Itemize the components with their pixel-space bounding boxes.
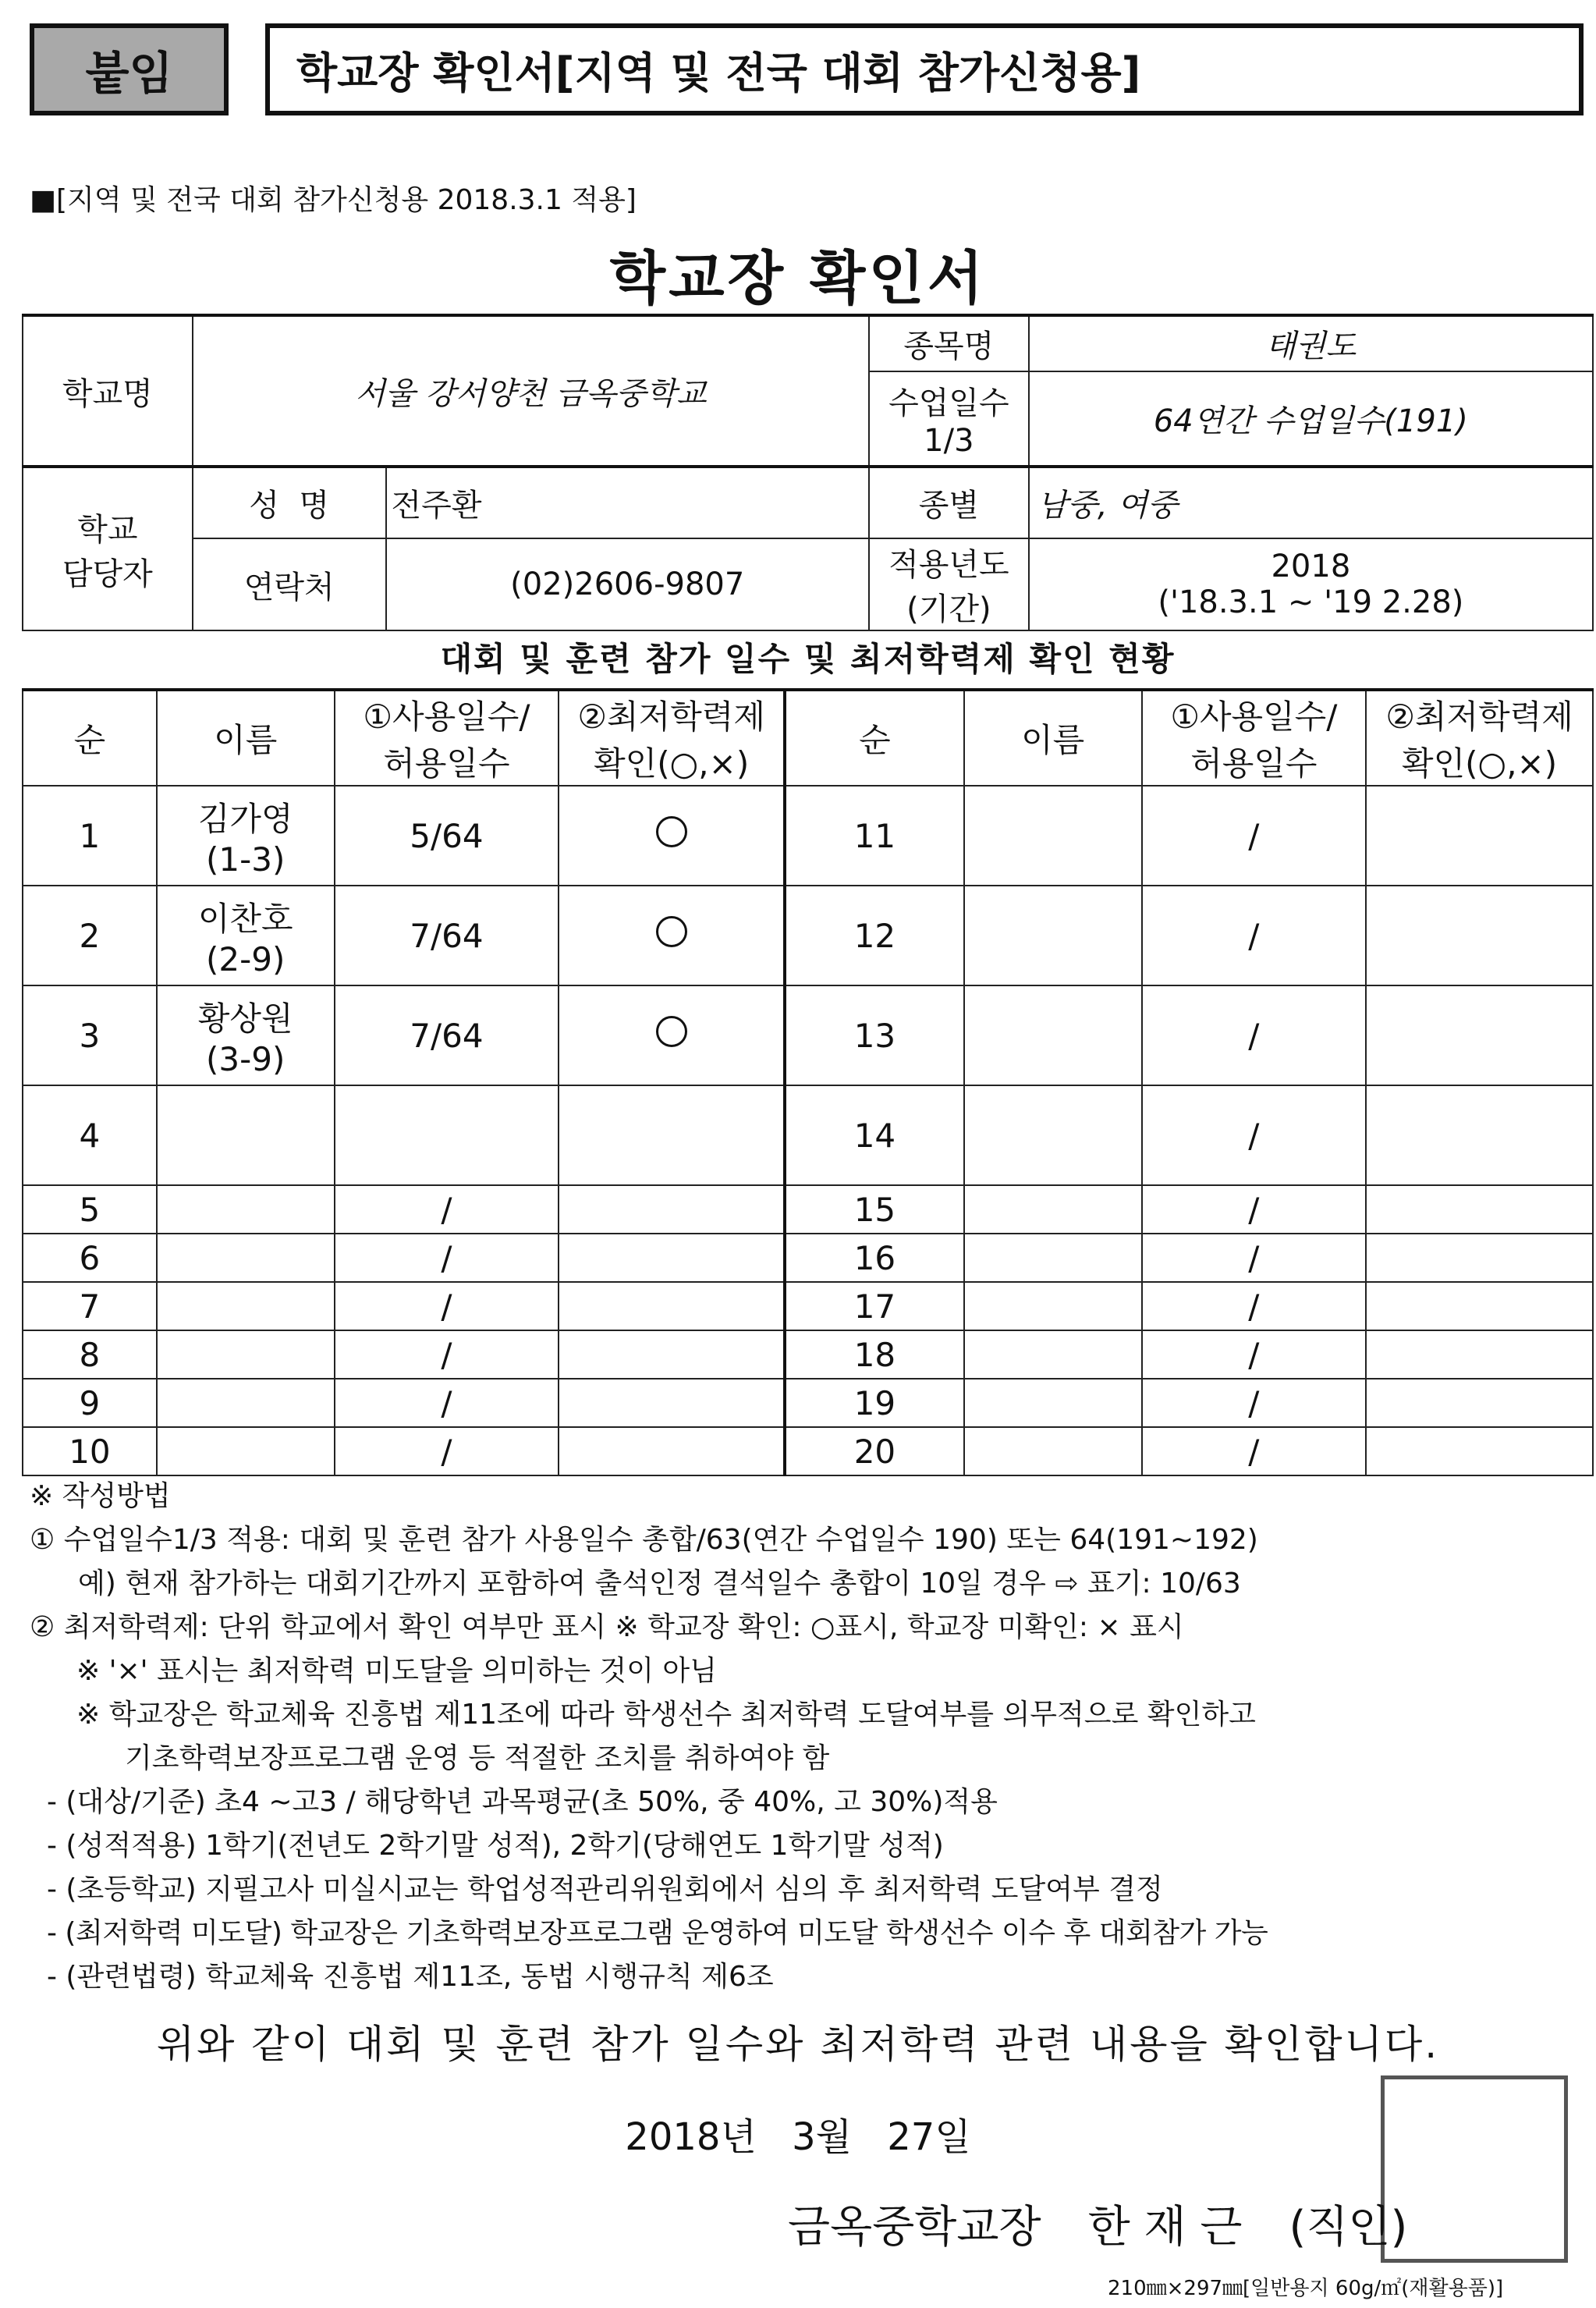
row-check (559, 985, 785, 1085)
row-name (157, 886, 335, 985)
row-name (157, 786, 335, 886)
table-row (23, 786, 1593, 886)
row-check-right (1366, 985, 1593, 1085)
row-name-right (964, 1282, 1142, 1330)
detail-1: - (대상/기준) 초4 ~고3 / 해당학년 과목평균(초 50%, 중 40%, 고 30%)적용 (47, 1786, 998, 1818)
row-days-right: / (1142, 1185, 1367, 1234)
section-title: 대회 및 훈련 참가 일수 및 최저학력제 확인 현황 (440, 640, 1176, 678)
row-name-right (964, 1330, 1142, 1379)
row-check (559, 1085, 785, 1185)
row-no: 4 (23, 1085, 157, 1185)
row-no-right: 19 (785, 1379, 964, 1427)
row-no-right: 17 (785, 1282, 964, 1330)
row-days-right: / (1142, 1427, 1367, 1475)
row-name-line2: (1-3) (206, 840, 286, 879)
col-no-right: 순 (785, 690, 964, 786)
year-label (869, 538, 1029, 630)
row-no-right: 16 (785, 1234, 964, 1282)
table-header-row (23, 690, 1593, 786)
row-days: / (335, 1185, 559, 1234)
instructions (30, 1475, 1582, 1999)
row-no-right: 20 (785, 1427, 964, 1475)
table-row (23, 985, 1593, 1085)
event-value: 태권도 (1029, 315, 1593, 371)
contact-value: (02)2606-9807 (386, 538, 869, 630)
days-value: 64연간 수업일수(191) (1029, 371, 1593, 467)
row-no: 6 (23, 1234, 157, 1282)
col-days (335, 690, 559, 786)
event-label: 종목명 (869, 315, 1029, 371)
school-value: 서울 강서양천 금옥중학교 (193, 315, 869, 467)
table-row (23, 1330, 1593, 1379)
row-check-right (1366, 1234, 1593, 1282)
detail-5: - (관련법령) 학교체육 진흥법 제11조, 동법 시행규칙 제6조 (47, 1961, 774, 1993)
col-name: 이름 (157, 690, 335, 786)
col-no: 순 (23, 690, 157, 786)
form-subheading: ■[지역 및 전국 대회 참가신청용 2018.3.1 적용] (30, 184, 637, 216)
row-name-line2: (2-9) (206, 939, 286, 978)
row-no-right: 11 (785, 786, 964, 886)
col-days-right (1142, 690, 1367, 786)
row-check-right (1366, 1085, 1593, 1185)
row-days: / (335, 1282, 559, 1330)
row-name (157, 1427, 335, 1475)
row-check (559, 886, 785, 985)
row-check (559, 1185, 785, 1234)
row-check-right (1366, 1282, 1593, 1330)
detail-3: - (초등학교) 지필고사 미실시교는 학업성적관리위원회에서 심의 후 최저학력 도달여부 결정 (47, 1873, 1163, 1905)
issue-date: 2018년 3월 27일 (625, 2115, 971, 2159)
year-value-line2: ('18.3.1 ~ '19 2.28) (1158, 584, 1464, 620)
check-circle-mark (656, 916, 687, 947)
row-name (157, 1234, 335, 1282)
contact-label: 연락처 (193, 538, 386, 630)
detail-4: - (최저학력 미도달) 학교장은 기초학력보장프로그램 운영하여 미도달 학생선수 이수 후 대회참가 가능 (47, 1917, 1268, 1949)
row-no: 8 (23, 1330, 157, 1379)
header-title: 학교장 확인서[지역 및 전국 대회 참가신청용] (265, 23, 1584, 115)
row-no-right: 18 (785, 1330, 964, 1379)
notes-heading: ※ 작성방법 (30, 1480, 171, 1512)
row-days-right: / (1142, 985, 1367, 1085)
row-days-right: / (1142, 1085, 1367, 1185)
note-1b: 예) 현재 참가하는 대회기간까지 포함하여 출석인정 결석일수 총합이 10일 경우 ⇨ 표기: 10/63 (78, 1568, 1241, 1600)
col-min-line2: 확인(○,×) (594, 744, 750, 783)
row-days-right: / (1142, 1379, 1367, 1427)
attachment-badge: 붙임 (30, 23, 229, 115)
official-seal-stamp (1381, 2075, 1568, 2263)
info-table (22, 314, 1594, 631)
row-check-right (1366, 1185, 1593, 1234)
table-row (23, 1379, 1593, 1427)
col-days-line1: ①사용일수/ (363, 698, 530, 736)
row-name-right (964, 786, 1142, 886)
col-min-line1: ②최저학력제 (577, 698, 765, 736)
year-label-line1: 적용년도 (888, 547, 1009, 583)
year-label-line2: (기간) (906, 591, 991, 627)
col-min (559, 690, 785, 786)
row-no: 1 (23, 786, 157, 886)
row-name (157, 1330, 335, 1379)
row-days: 5/64 (335, 786, 559, 886)
manager-label-line2: 담당자 (62, 556, 153, 592)
row-name-right (964, 1185, 1142, 1234)
row-check (559, 1427, 785, 1475)
check-circle-mark (656, 1016, 687, 1047)
row-name (157, 1185, 335, 1234)
table-row (23, 1282, 1593, 1330)
row-no-right: 13 (785, 985, 964, 1085)
row-check (559, 1282, 785, 1330)
name-value: 전주환 (386, 467, 869, 538)
row-name-right (964, 1234, 1142, 1282)
col-name-right: 이름 (964, 690, 1142, 786)
col-days-right-line1: ①사용일수/ (1170, 698, 1338, 736)
row-days-right: / (1142, 1234, 1367, 1282)
school-label: 학교명 (23, 315, 193, 467)
row-check-right (1366, 1379, 1593, 1427)
note-2: ② 최저학력제: 단위 학교에서 확인 여부만 표시 ※ 학교장 확인: ○표시, 학교장 미확인: × 표시 (30, 1611, 1184, 1643)
name-label: 성 명 (193, 467, 386, 538)
row-days-right: / (1142, 1282, 1367, 1330)
principal-title: 금옥중학교장 (788, 2202, 1041, 2253)
row-days: 7/64 (335, 886, 559, 985)
row-name (157, 1085, 335, 1185)
row-check (559, 1379, 785, 1427)
row-name-line1: 황상원 (197, 999, 293, 1038)
row-check-right (1366, 786, 1593, 886)
row-no-right: 14 (785, 1085, 964, 1185)
row-name-right (964, 886, 1142, 985)
row-days: / (335, 1427, 559, 1475)
principal-signature (788, 2193, 1407, 2255)
row-name-right (964, 985, 1142, 1085)
days-label-line1: 수업일수 (888, 385, 1009, 421)
paper-spec: 210㎜×297㎜[일반용지 60g/㎡(재활용품)] (1108, 2277, 1504, 2300)
row-days: / (335, 1330, 559, 1379)
note-4b: 기초학력보장프로그램 운영 등 적절한 조치를 취하여야 함 (125, 1742, 830, 1774)
row-days (335, 1085, 559, 1185)
row-days-right: / (1142, 1330, 1367, 1379)
row-days: 7/64 (335, 985, 559, 1085)
row-check-right (1366, 1427, 1593, 1475)
row-name-line1: 이찬호 (197, 899, 293, 938)
seal-mark: (직인) (1289, 2202, 1408, 2253)
row-name-line1: 김가영 (197, 799, 293, 838)
detail-2: - (성적적용) 1학기(전년도 2학기말 성적), 2학기(당해연도 1학기말 성적) (47, 1830, 944, 1862)
row-name-right (964, 1085, 1142, 1185)
note-3: ※ '×' 표시는 최저학력 미도달을 의미하는 것이 아님 (76, 1655, 717, 1687)
participants-table (22, 688, 1594, 1476)
manager-label (23, 467, 193, 630)
row-check (559, 786, 785, 886)
row-days: / (335, 1379, 559, 1427)
table-row (23, 1085, 1593, 1185)
row-no: 3 (23, 985, 157, 1085)
year-value (1029, 538, 1593, 630)
row-no: 9 (23, 1379, 157, 1427)
row-name (157, 1282, 335, 1330)
days-label (869, 371, 1029, 467)
table-row (23, 886, 1593, 985)
row-no: 7 (23, 1282, 157, 1330)
row-days-right: / (1142, 786, 1367, 886)
type-value: 남중, 여중 (1029, 467, 1593, 538)
col-min-right-line2: 확인(○,×) (1402, 744, 1558, 783)
type-label: 종별 (869, 467, 1029, 538)
row-name (157, 1379, 335, 1427)
row-check (559, 1330, 785, 1379)
col-min-right (1366, 690, 1593, 786)
note-4a: ※ 학교장은 학교체육 진흥법 제11조에 따라 학생선수 최저학력 도달여부를 의무적으로 확인하고 (76, 1699, 1256, 1731)
row-days-right: / (1142, 886, 1367, 985)
row-days: / (335, 1234, 559, 1282)
row-check-right (1366, 1330, 1593, 1379)
row-no: 2 (23, 886, 157, 985)
row-name-right (964, 1379, 1142, 1427)
table-row (23, 1427, 1593, 1475)
row-no-right: 12 (785, 886, 964, 985)
row-check-right (1366, 886, 1593, 985)
row-name-right (964, 1427, 1142, 1475)
col-days-right-line2: 허용일수 (1190, 744, 1318, 783)
year-value-line1: 2018 (1271, 549, 1351, 584)
days-label-line2: 1/3 (924, 423, 974, 459)
row-no: 10 (23, 1427, 157, 1475)
row-no-right: 15 (785, 1185, 964, 1234)
row-no: 5 (23, 1185, 157, 1234)
principal-name: 한 재 근 (1087, 2202, 1243, 2253)
confirmation-statement: 위와 같이 대회 및 훈련 참가 일수와 최저학력 관련 내용을 확인합니다. (156, 2022, 1440, 2067)
row-name (157, 985, 335, 1085)
table-row (23, 1234, 1593, 1282)
col-min-right-line1: ②최저학력제 (1385, 698, 1573, 736)
manager-label-line1: 학교 (77, 511, 138, 548)
col-days-line2: 허용일수 (383, 744, 510, 783)
note-1a: ① 수업일수1/3 적용: 대회 및 훈련 참가 사용일수 총합/63(연간 수업일수 190) 또는 64(191~192) (30, 1524, 1258, 1556)
row-check (559, 1234, 785, 1282)
check-circle-mark (656, 816, 687, 847)
page-title: 학교장 확인서 (609, 245, 987, 312)
row-name-line2: (3-9) (206, 1039, 286, 1078)
table-row (23, 1185, 1593, 1234)
